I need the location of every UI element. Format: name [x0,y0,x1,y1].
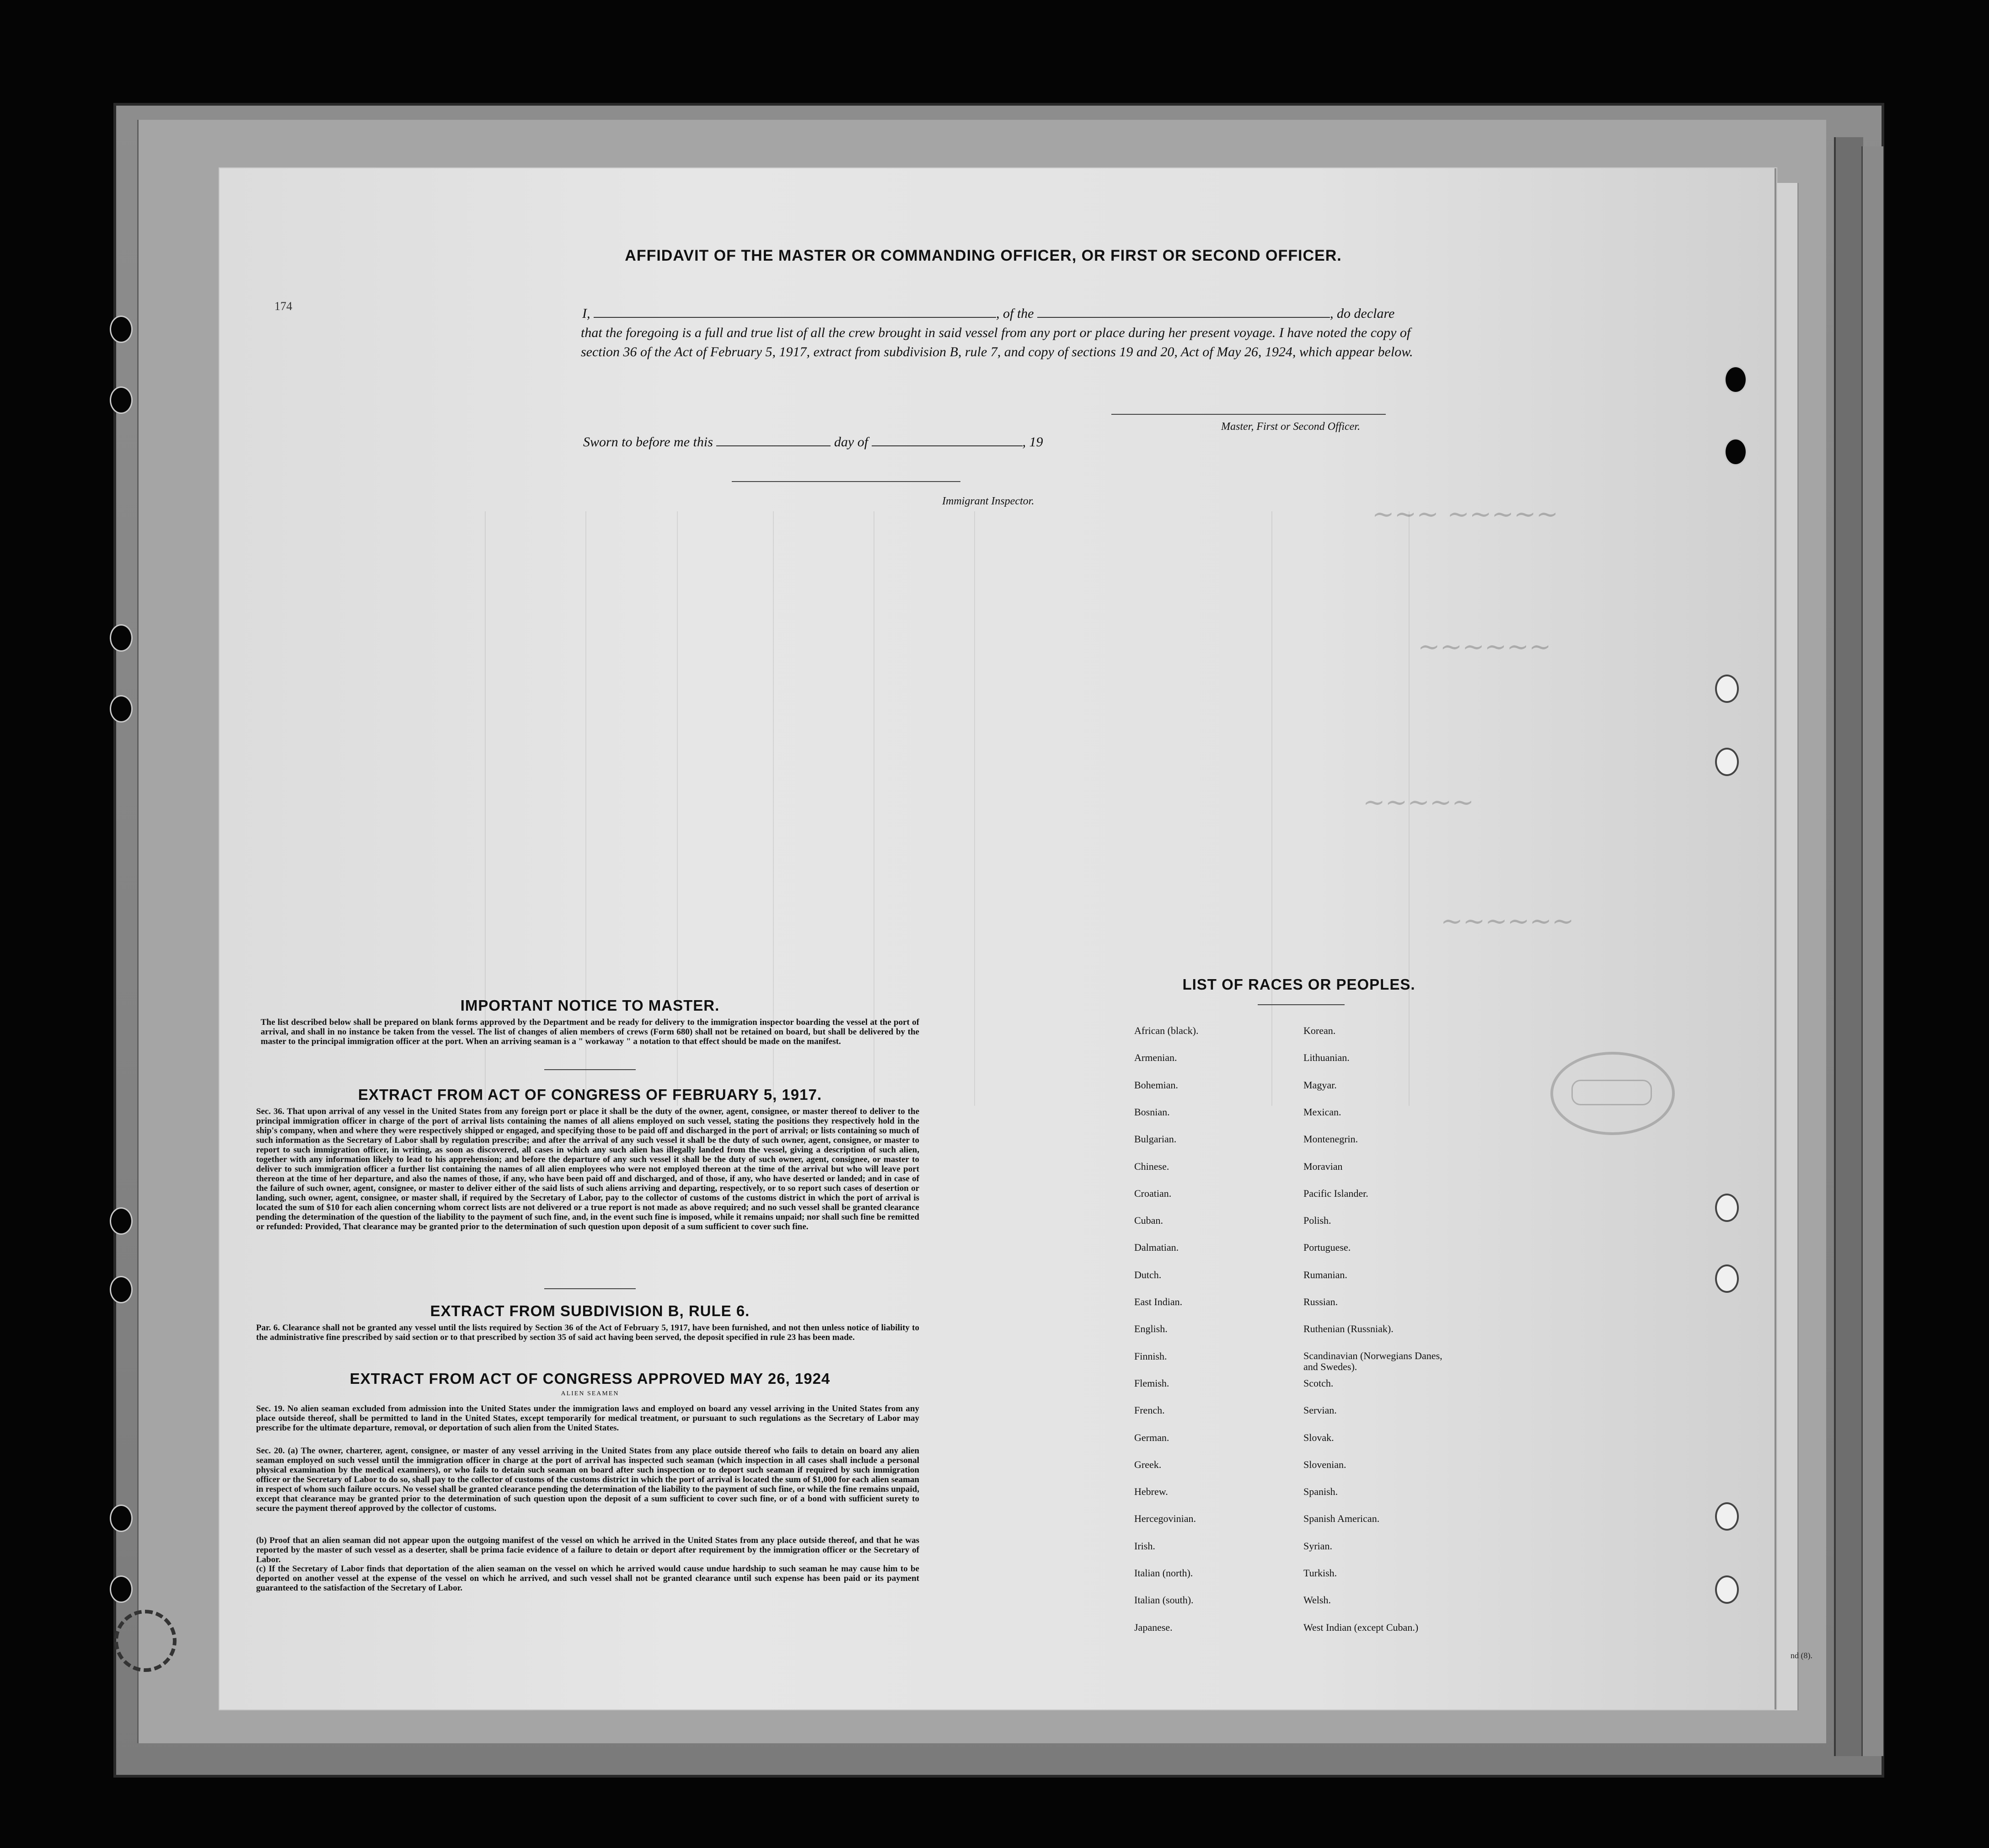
bleed-through-handwriting: ~~~~~~ [1418,631,1551,662]
race-item: Polish. [1303,1215,1331,1227]
ruled-column [773,511,774,1106]
extract-1924-title: EXTRACT FROM ACT OF CONGRESS APPROVED MAY 26, 1924 [349,1370,831,1387]
extract-1917-title: EXTRACT FROM ACT OF CONGRESS OF FEBRUARY 5, 1917. [358,1086,822,1103]
race-item: Hebrew. [1134,1486,1168,1498]
race-item: East Indian. [1134,1296,1183,1307]
bleed-through-handwriting: ~~~ ~~~~~ [1372,498,1559,530]
race-item: Bohemian. [1134,1079,1178,1091]
ruled-column [677,511,678,1106]
race-item: African (black). [1134,1025,1199,1036]
binder-hole [110,1276,133,1303]
master-signature-label: Master, First or Second Officer. [1221,421,1360,433]
extract-rule6-title: EXTRACT FROM SUBDIVISION B, RULE 6. [430,1302,750,1319]
affidavit-declaration-line [581,304,1413,323]
extract-1924-sec20a: Sec. 20. (a) The owner, charterer, agent, consignee, or master of any vessel arriving in the United States from any place outside thereof who fails to detain on board any alien seaman employed on such vessel until the immigration officer in charge at the port of arrival has inspected such seaman (which inspection in all cases shall include a personal physical examination by the medical examiners), or who fails to detain such seaman on board after such inspection or to deport such seaman if required by such immigration officer or the Secretary of Labor to do so, shall pay to the collector of customs of the customs district in which the port of arrival is located the sum of $1,000 for each alien seaman in respect of whom such failure occurs. No vessel shall be granted clearance pending the determination of the liability to the payment of such fine, or while the fine remains unpaid, except that clearance may be granted prior to the determination of such question upon the deposit of a sum sufficient to cover such fine, or of a bond with sufficient surety to secure the payment thereof approved by the collector of customs. [256,1446,919,1513]
margin-note: 174 [274,300,292,313]
race-item: Hercegovinian. [1134,1513,1196,1525]
binder-hole [110,386,133,414]
affidavit-title: AFFIDAVIT OF THE MASTER OR COMMANDING OFFICER, OR FIRST OR SECOND OFFICER. [625,247,1342,264]
section-divider [544,1069,636,1070]
race-item: English. [1134,1323,1168,1335]
race-item: French. [1134,1404,1165,1416]
extract-1924-sec20c: (c) If the Secretary of Labor finds that deportation of the alien seaman on the vessel on which he arrived would cause undue hardship to such seaman he may cause him to be deported on another vessel at the expense of the vessel on which he arrived, and such vessel shall not be granted clearance until such expense has been paid or its payment guaranteed to the satisfaction of the Secretary of Labor. [256,1564,919,1593]
extract-1924-sec20b: (b) Proof that an alien seaman did not appear upon the outgoing manifest of the vessel on which he arrived in the United States from any place outside thereof, and that he was reported by the master of such vessel as a deserter, shall be prima facie evidence of a failure to detain or deport after requirement by the immigration officer or the Secretary of Labor. [256,1536,919,1564]
stack-edge [1861,146,1883,1756]
extract-1924-subtitle: ALIEN SEAMEN [561,1390,619,1397]
race-item: Dalmatian. [1134,1242,1179,1253]
race-item: Flemish. [1134,1377,1169,1389]
inspector-label: Immigrant Inspector. [942,495,1035,507]
race-item: Greek. [1134,1458,1162,1470]
race-item: West Indian (except Cuban.) [1303,1621,1419,1633]
race-item: Finnish. [1134,1350,1167,1362]
race-item: Rumanian. [1303,1269,1347,1280]
race-item: Scandinavian (Norwegians Danes, and Swedes). [1303,1350,1442,1372]
race-item: Slovenian. [1303,1458,1346,1470]
binder-hole [1715,748,1739,776]
race-item: Magyar. [1303,1079,1337,1091]
vessel-name-field[interactable] [1037,305,1330,318]
race-item: Chinese. [1134,1160,1169,1172]
binder-hole [110,1505,133,1532]
bleed-through-handwriting: ~~~~~ [1363,787,1474,818]
declare-label: , do declare [1330,306,1395,321]
race-item: Scotch. [1303,1377,1334,1389]
race-item: Japanese. [1134,1621,1173,1633]
binder-hole [1715,1575,1739,1604]
sworn-line [583,434,1043,450]
declarant-name-field[interactable] [594,305,996,318]
race-item: Slovak. [1303,1431,1334,1443]
race-item: Bosnian. [1134,1106,1170,1118]
race-item: Syrian. [1303,1540,1332,1552]
race-item: Servian. [1303,1404,1337,1416]
master-signature-line[interactable] [1111,414,1386,415]
of-the-label: , of the [996,306,1034,321]
race-item: Korean. [1303,1025,1336,1036]
page-edge [1775,183,1799,1710]
race-item: Turkish. [1303,1567,1337,1579]
bleed-through-handwriting: ~~~~~~ [1441,905,1574,937]
binder-hole [1724,366,1747,393]
binder-hole [1724,438,1747,466]
notice-title: IMPORTANT NOTICE TO MASTER. [460,997,720,1014]
race-item: Armenian. [1134,1052,1177,1064]
notice-text: The list described below shall be prepared on blank forms approved by the Department and be ready for delivery to the immigration inspector boarding the vessel at the port of arrival, and shall in no instance be taken from the vessel. The list of changes of alien members of crews (Form 680) shall not be retained on board, but shall be delivered by the master to the principal immigration officer at the port. When an arriving seaman is a " workaway " a notation to that effect should be made on the manifest. [261,1018,919,1046]
binder-hole [110,1575,133,1603]
race-item: Dutch. [1134,1269,1162,1280]
race-item: Ruthenian (Russniak). [1303,1323,1394,1335]
race-item: Italian (north). [1134,1567,1193,1579]
ruled-column [485,511,486,1106]
sworn-day-field[interactable] [716,434,831,446]
race-item: Pacific Islander. [1303,1187,1368,1199]
race-item: Cuban. [1134,1215,1163,1227]
ruled-column [974,511,975,1106]
binder-hole [110,624,133,652]
binder-hole [1715,675,1739,703]
binder-hole [1715,1194,1739,1222]
sworn-day-label: day of [834,434,869,450]
race-item: German. [1134,1431,1169,1443]
binder-hole [110,695,133,723]
section-divider [544,1288,636,1289]
binder-hole [110,1207,133,1235]
sworn-prefix: Sworn to before me this [583,434,713,450]
race-item: Mexican. [1303,1106,1341,1118]
race-item: Spanish American. [1303,1513,1380,1525]
section-divider [1258,1004,1345,1005]
affidavit-text [581,304,1413,362]
binding-string [114,1610,177,1672]
race-item: Bulgarian. [1134,1133,1177,1145]
race-item: Spanish. [1303,1486,1338,1498]
extract-1924-sec19: Sec. 19. No alien seaman excluded from admission into the United States under the immigration laws and employed on board any vessel arriving in the United States from any place outside thereof, shall be permitted to land in the United States, except temporarily for medical treatment, or pursuant to such regulations as the Secretary of Labor may prescribe for the ultimate departure, removal, or deportation of such alien from the United States. [256,1404,919,1433]
races-title: LIST OF RACES OR PEOPLES. [1182,976,1415,993]
margin-note: nd (8). [1791,1651,1812,1660]
race-item: Russian. [1303,1296,1338,1307]
extract-rule6-text: Par. 6. Clearance shall not be granted any vessel until the lists required by Section 36 of the Act of February 5, 1917, have been furnished, and not then unless notice of liability to the administrative fine prescribed by said section or to that prescribed by section 35 of said act having been served, the deposit specified in rule 23 has been made. [256,1323,919,1342]
official-stamp-inner [1571,1080,1652,1105]
race-item: Croatian. [1134,1187,1172,1199]
race-item: Lithuanian. [1303,1052,1350,1064]
extract-1917-text: Sec. 36. That upon arrival of any vessel in the United States from any foreign port or place it shall be the duty of the owner, agent, consignee, or master thereof to deliver to the principal immigration officer in charge of the port of arrival lists containing the names of all aliens employed on such vessel, stating the positions they respectively hold in the ship's company, when and where they were respectively shipped or engaged, and specifying those to be paid off and discharged in the port of arrival; or lists containing so much of such information as the Secretary of Labor shall by regulation prescribe; and after the arrival of any such vessel it shall be the duty of such owner, agent, consignee, or master to report to such immigration officer, in writing, as soon as discovered, all cases in which any such alien has illegally landed from the vessel, giving a description of such alien, together with any information likely to lead to his apprehension; and before the departure of any such vessel it shall be the duty of such owner, agent, consignee, or master to deliver to such immigration officer a further list containing the names of all alien employees who were not employed thereon at the time of the arrival but who will leave port thereon at the time of her departure, and also the names of those, if any, who have been paid off and discharged, and of those, if any, who have deserted or landed; and in case of the failure of such owner, agent, consignee, or master to deliver either of the said lists of such aliens arriving and departing, respectively, or to so report such cases of desertion or landing, such owner, agent, consignee, or master shall, if required by the Secretary of Labor, pay to the collector of customs of the customs district in which the port of arrival is located the sum of $10 for each alien concerning whom correct lists are not delivered or a true report is not made as above required; and no such vessel shall be granted clearance pending the determination of the question of the liability to the payment of such fine, and, in the event such fine is imposed, while it remains unpaid; nor shall such fine be remitted or refunded: Provided, That clearance may be granted prior to the determination of such question upon deposit of a sum sufficient to cover such fine. [256,1107,919,1232]
sworn-year-label: , 19 [1022,434,1043,450]
stack-edge [1834,137,1863,1756]
official-stamp [1550,1052,1675,1135]
race-item: Moravian [1303,1160,1343,1172]
race-item: Welsh. [1303,1594,1331,1606]
inspector-signature-line[interactable] [732,481,960,482]
race-item: Montenegrin. [1303,1133,1358,1145]
binder-hole [1715,1264,1739,1293]
ruled-column [585,511,586,1106]
affidavit-body: that the foregoing is a full and true list of all the crew brought in said vessel from any port or place during her present voyage. I have noted the copy of section 36 of the Act of February 5, 1917, extract from subdivision B, rule 7, and copy of sections 19 and 20, Act of May 26, 1924, which appear below. [581,325,1413,359]
race-item: Irish. [1134,1540,1155,1552]
race-item: Portuguese. [1303,1242,1351,1253]
race-item: Italian (south). [1134,1594,1194,1606]
binder-hole [1715,1502,1739,1531]
sworn-month-field[interactable] [872,434,1023,446]
declarant-prefix: I, [582,306,590,321]
ruled-column [1271,511,1272,1106]
binder-hole [110,316,133,343]
